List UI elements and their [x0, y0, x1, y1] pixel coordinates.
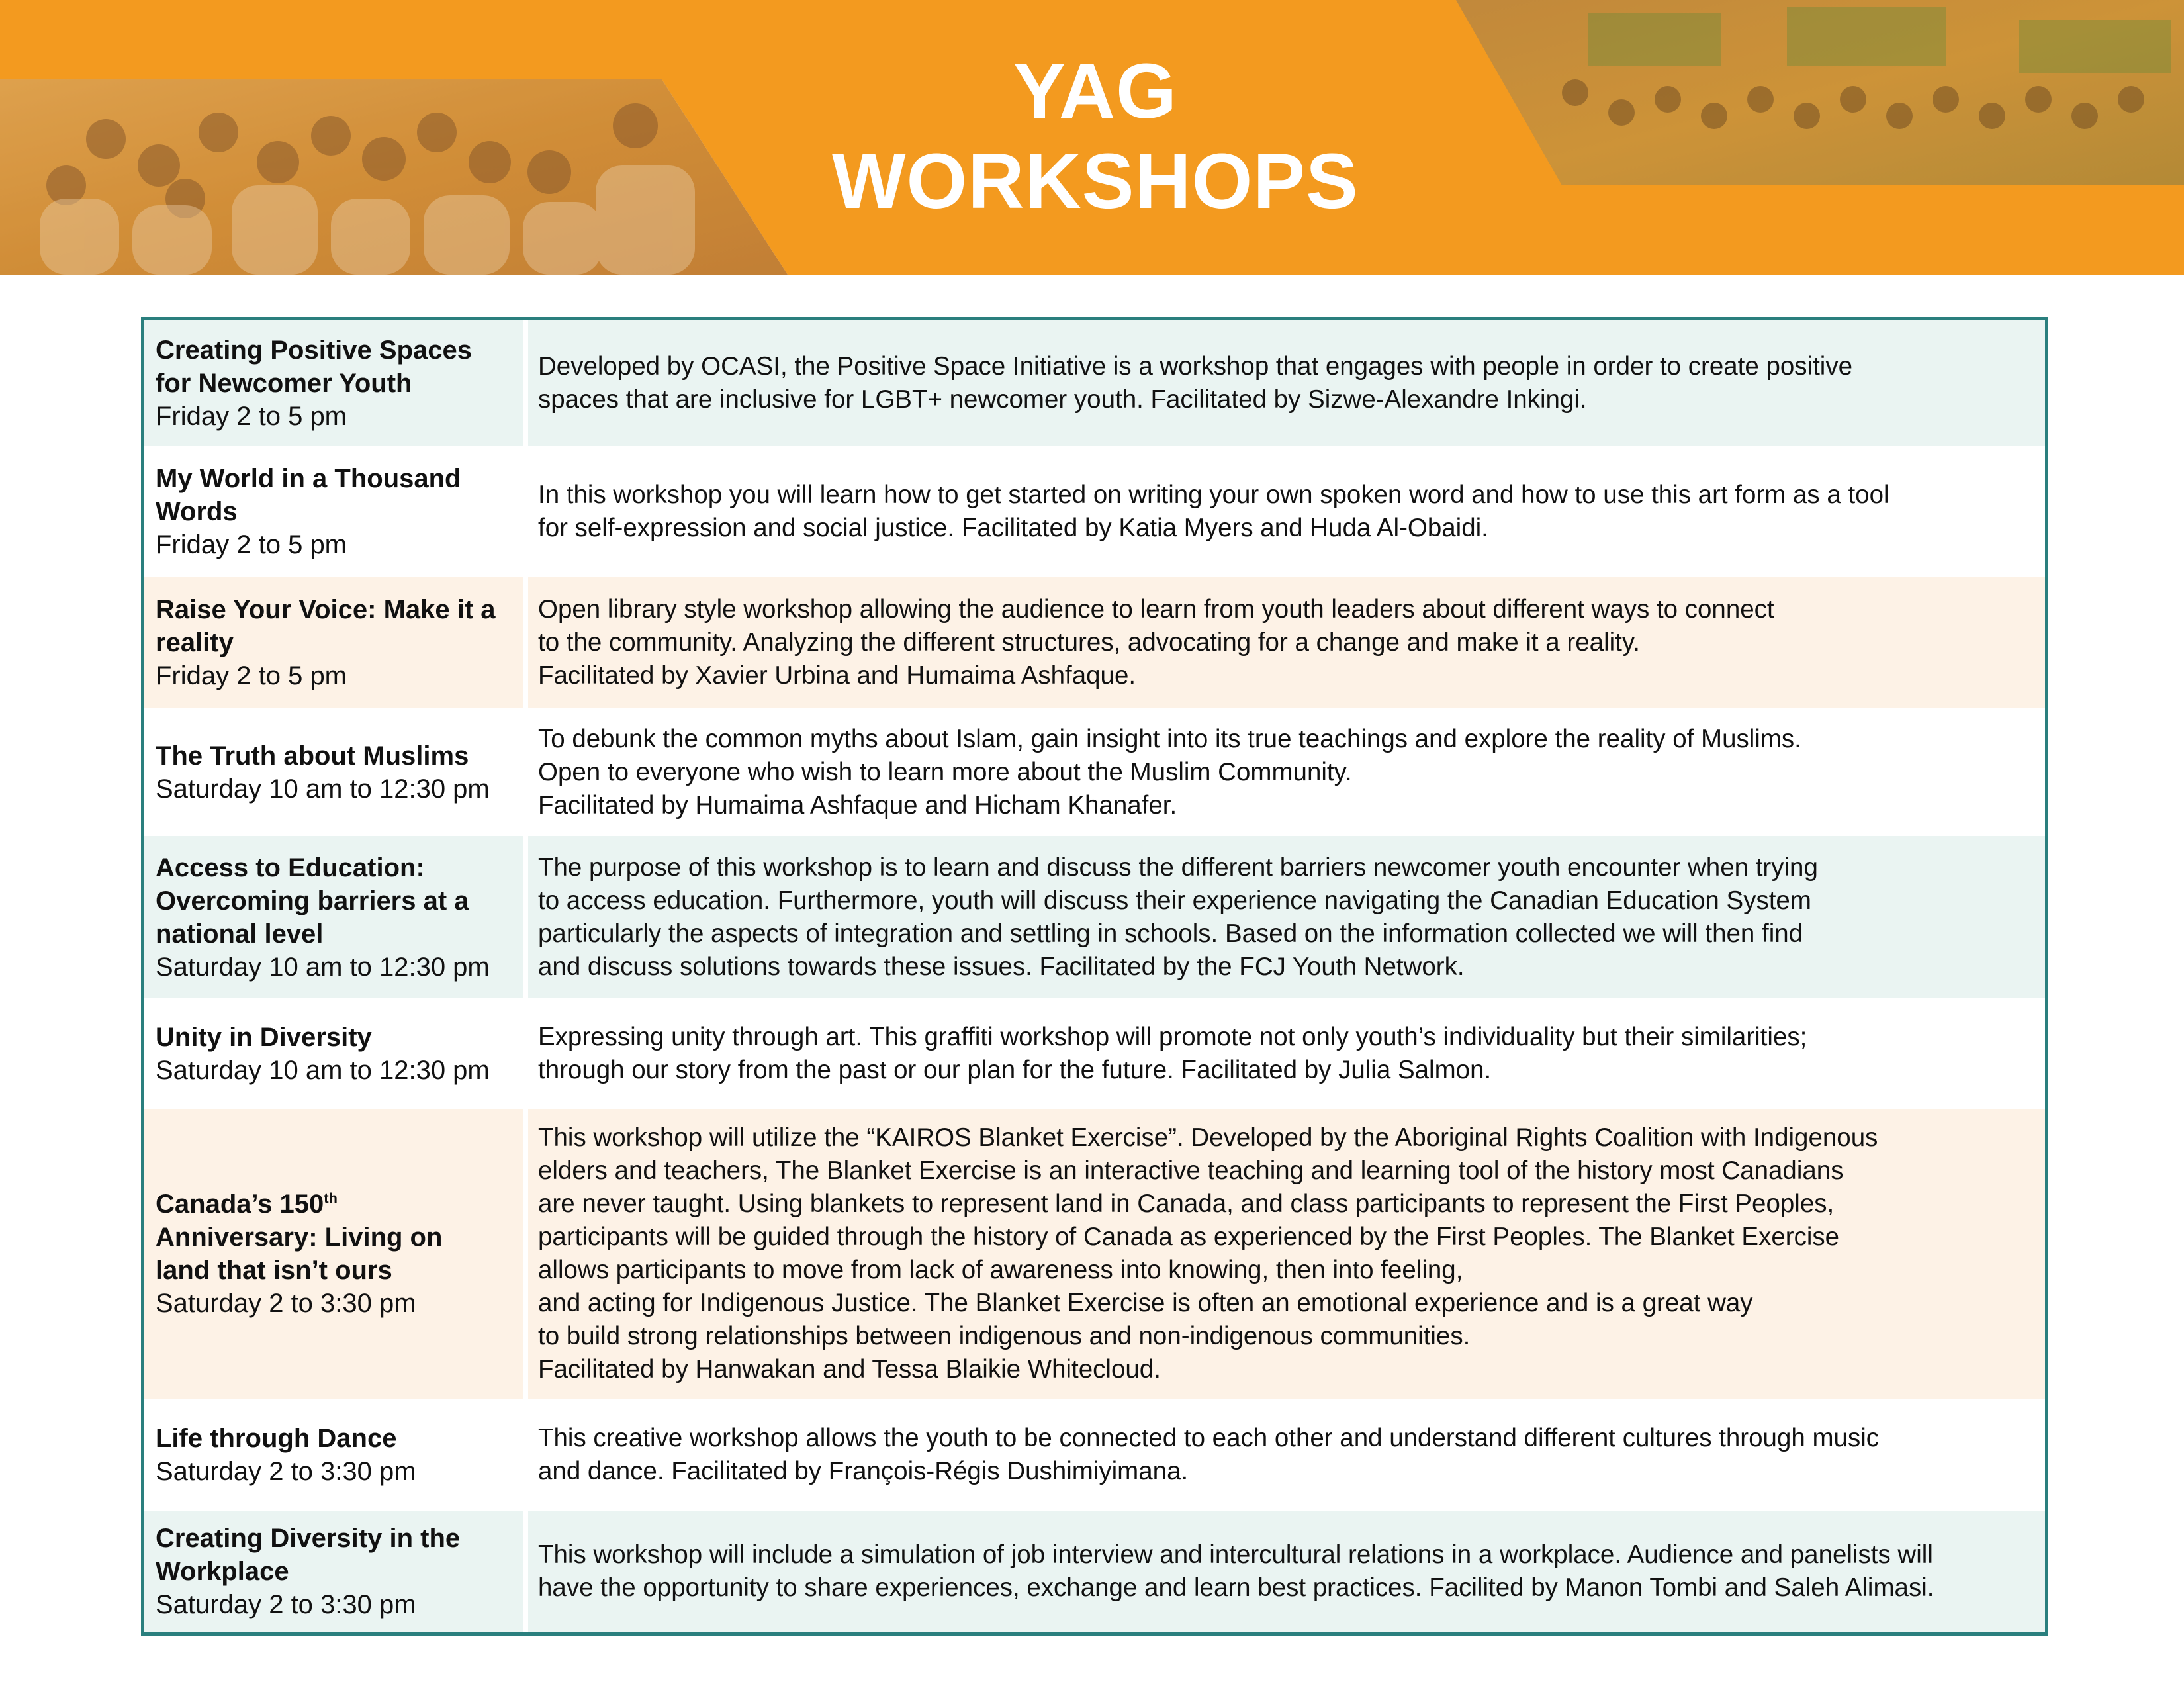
workshop-name-cell: [144, 836, 523, 998]
table-row: [144, 1401, 2045, 1508]
workshop-description: Developed by OCASI, the Positive Space Initiative is a workshop that engages with people in order to create positive spaces that are inclusive for LGBT+ newcomer youth. Facilitated by Sizwe-Alexandre Inkingi.: [538, 352, 1853, 414]
workshop-title: [156, 1188, 523, 1287]
workshop-title: My World in a Thousand Words: [156, 463, 461, 526]
workshop-name-cell: [144, 1511, 523, 1632]
workshop-title-part2: Anniversary: Living on land that isn’t ours: [156, 1223, 443, 1285]
page-title: [721, 46, 1469, 226]
workshop-time: Friday 2 to 5 pm: [156, 530, 347, 559]
workshop-description: In this workshop you will learn how to get started on writing your own spoken word and how to use this art form as a tool for self-expression and social justice. Facilitated by Katia Myers and Huda Al-Obaidi.: [538, 480, 1889, 542]
workshop-name-cell: [144, 1109, 523, 1399]
workshop-name-cell: [144, 1001, 523, 1106]
group-photo-left: [0, 79, 788, 275]
workshop-description: This workshop will include a simulation of job interview and intercultural relations in a workplace. Audience and panelists will have the opportunity to share experiences, exchange and learn best practices. Facilited by Manon Tombi and Saleh Alimasi.: [538, 1540, 1934, 1602]
workshop-title: Unity in Diversity: [156, 1022, 372, 1052]
workshop-description-cell: [528, 320, 2045, 446]
workshop-name-cell: [144, 320, 523, 446]
workshop-title: Creating Positive Spaces for Newcomer Youth: [156, 336, 472, 398]
workshop-name-cell: [144, 449, 523, 574]
workshop-time: Saturday 2 to 3:30 pm: [156, 1289, 416, 1318]
workshop-description: This workshop will utilize the “KAIROS Blanket Exercise”. Developed by the Aboriginal Rights Coalition with Indigenous elders and teachers, The Blanket Exercise is an interactive teaching and learning tool of the history most Canadians are never taught. Using blankets to represent land in Canada, and class participants to represent the First Peoples, participants will be guided through the history of Canada as experienced by the First Peoples. The Blanket Exercise allows participants to move from lack of awareness into knowing, then into feeling, and acting for Indigenous Justice. The Blanket Exercise is often an emotional experience and is a great way to build strong relationships between indigenous and non-indigenous communities. Facilitated by Hanwakan and Tessa Blaikie Whitecloud.: [538, 1123, 1878, 1383]
workshop-description-cell: [528, 836, 2045, 998]
table-row: [144, 1511, 2045, 1632]
workshop-time: Saturday 10 am to 12:30 pm: [156, 774, 490, 804]
table-row: [144, 449, 2045, 574]
workshop-description-cell: [528, 1511, 2045, 1632]
workshop-description-cell: [528, 577, 2045, 708]
workshop-time: Saturday 2 to 3:30 pm: [156, 1456, 416, 1486]
workshop-title: Creating Diversity in the Workplace: [156, 1524, 461, 1586]
group-photo-right: [1456, 0, 2184, 185]
workshop-title: The Truth about Muslims: [156, 741, 469, 771]
page-title-line2: WORKSHOPS: [832, 138, 1359, 225]
table-row: [144, 836, 2045, 998]
workshop-table: [141, 317, 2048, 1636]
workshop-description: Expressing unity through art. This graffiti workshop will promote not only youth’s individuality but their similarities; through our story from the past or our plan for the future. Facilitated by Julia Salmon.: [538, 1022, 1807, 1084]
table-row: [144, 320, 2045, 446]
page-title-line1: YAG: [1013, 48, 1177, 135]
workshop-time: Friday 2 to 5 pm: [156, 661, 347, 690]
table-row: [144, 577, 2045, 708]
workshop-description-cell: [528, 1401, 2045, 1508]
workshop-title: Raise Your Voice: Make it a reality: [156, 594, 496, 657]
workshop-description-cell: [528, 449, 2045, 574]
workshop-name-cell: [144, 1401, 523, 1508]
workshop-title-part1: Canada’s 150: [156, 1190, 324, 1219]
workshop-description-cell: [528, 1109, 2045, 1399]
workshop-time: Saturday 10 am to 12:30 pm: [156, 952, 490, 982]
workshop-time: Friday 2 to 5 pm: [156, 402, 347, 431]
workshop-name-cell: [144, 711, 523, 833]
workshop-title-superscript: th: [324, 1190, 338, 1207]
workshop-description-cell: [528, 1001, 2045, 1106]
workshop-description: Open library style workshop allowing the audience to learn from youth leaders about different ways to connect to the community. Analyzing the different structures, advocating for a change and make it a reality. Facilitated by Xavier Urbina and Humaima Ashfaque.: [538, 594, 1774, 690]
table-row: [144, 1109, 2045, 1399]
workshop-time: Saturday 2 to 3:30 pm: [156, 1590, 416, 1619]
workshop-title: Life through Dance: [156, 1423, 397, 1453]
table-row: [144, 1001, 2045, 1106]
workshop-name-cell: [144, 577, 523, 708]
workshop-description-cell: [528, 711, 2045, 833]
table-row: [144, 711, 2045, 833]
workshop-description: The purpose of this workshop is to learn and discuss the different barriers newcomer youth encounter when trying to access education. Furthermore, youth will discuss their experience navigating the Canadian Education System particularly the aspects of integration and settling in schools. Based on the information collected we will then find and discuss solutions towards these issues. Facilitated by the FCJ Youth Network.: [538, 853, 1818, 981]
header-banner: [0, 0, 2184, 278]
workshop-description: To debunk the common myths about Islam, gain insight into its true teachings and explore the reality of Muslims. Open to everyone who wish to learn more about the Muslim Community. Facilitated by Humaima Ashfaque and Hicham Khanafer.: [538, 724, 1801, 820]
workshop-time: Saturday 10 am to 12:30 pm: [156, 1055, 490, 1085]
workshop-description: This creative workshop allows the youth to be connected to each other and understand different cultures through music and dance. Facilitated by François-Régis Dushimiyimana.: [538, 1423, 1880, 1485]
workshop-title: Access to Education: Overcoming barriers at a national level: [156, 853, 469, 949]
